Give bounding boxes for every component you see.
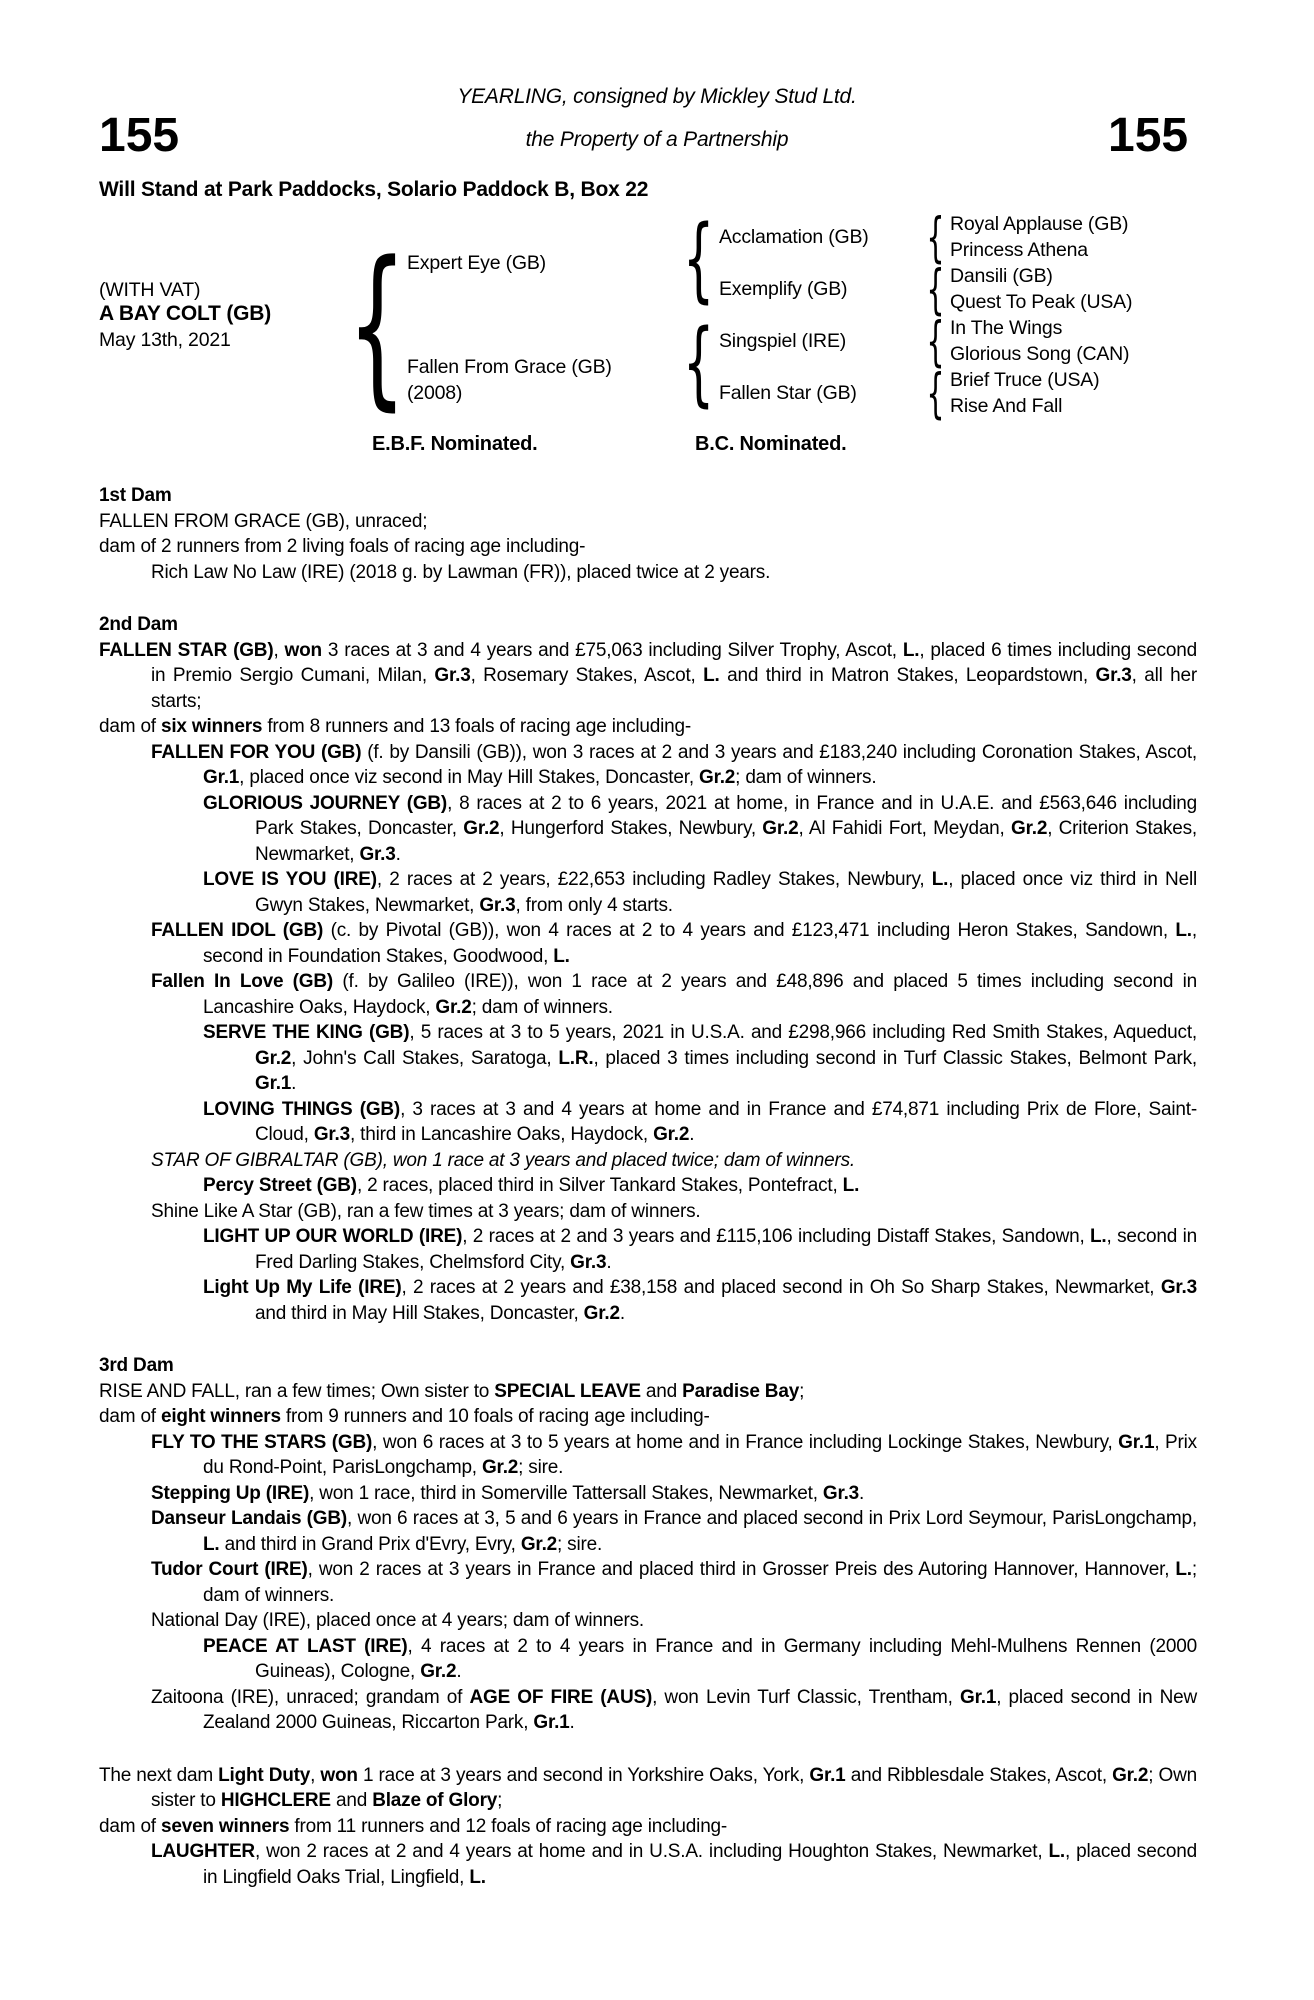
brace-glyph: {: [925, 311, 945, 373]
lot-number-right: 155: [1108, 109, 1189, 162]
brace-glyph: {: [925, 259, 945, 321]
great-grandparent-name: Princess Athena: [950, 239, 1088, 261]
bc-nominated-label: B.C. Nominated.: [695, 433, 847, 455]
property-line: the Property of a Partnership: [525, 128, 789, 151]
brace-glyph: {: [347, 225, 407, 427]
great-grandparent-name: Quest To Peak (USA): [950, 291, 1133, 313]
section-heading: 1st Dam: [99, 485, 172, 506]
para-rise-and-fall: RISE AND FALL, ran a few times; Own sister to SPECIAL LEAVE and Paradise Bay;: [99, 1380, 805, 1402]
brace-glyph: {: [683, 309, 715, 418]
vat-note: (WITH VAT): [99, 279, 201, 301]
para-shine-like-a-star: Shine Like A Star (GB), ran a few times at 3 years; dam of winners.: [151, 1200, 701, 1222]
para-light-up-our-world: LIGHT UP OUR WORLD (IRE), 2 races at 2 and 3 years and £115,106 including Distaff Stakes, Sandown, L., second in Fred Darling Stakes, Chelmsford City, Gr.3.: [203, 1226, 1197, 1273]
para-loving-things: LOVING THINGS (GB), 3 races at 3 and 4 years at home and in France and £74,871 including Prix de Flore, Saint-Cloud, Gr.3, third in Lancashire Oaks, Haydock, Gr.2.: [203, 1098, 1197, 1145]
para-serve-the-king: SERVE THE KING (GB), 5 races at 3 to 5 years, 2021 in U.S.A. and £298,966 including Red Smith Stakes, Aqueduct, Gr.2, John's Call Stakes, Saratoga, L.R., placed 3 times including second in Turf Classic Stakes, Belmont Park, Gr.1.: [203, 1022, 1198, 1094]
great-grandparent-name: Rise And Fall: [950, 395, 1063, 417]
para-dam-of-2-runners: dam of 2 runners from 2 living foals of racing age including-: [99, 536, 586, 557]
consignor-line: YEARLING, consigned by Mickley Stud Ltd.: [457, 85, 857, 108]
great-grandparent-name: In The Wings: [950, 317, 1063, 339]
para-laughter: LAUGHTER, won 2 races at 2 and 4 years at home and in U.S.A. including Houghton Stakes, Newmarket, L., placed second in Lingfield Oaks Trial, Lingfield, L.: [151, 1841, 1197, 1888]
para-national-day: National Day (IRE), placed once at 4 years; dam of winners.: [151, 1610, 644, 1631]
para-peace-at-last: PEACE AT LAST (IRE), 4 races at 2 to 4 years in France and in Germany including Mehl-Mulhens Rennen (2000 Guineas), Cologne, Gr.2.: [203, 1635, 1197, 1682]
para-zaitoona: Zaitoona (IRE), unraced; grandam of AGE OF FIRE (AUS), won Levin Turf Classic, Trentham, Gr.1, placed second in New Zealand 2000 Guineas, Riccarton Park, Gr.1.: [151, 1686, 1197, 1733]
stand-location-line: Will Stand at Park Paddocks, Solario Paddock B, Box 22: [99, 178, 649, 201]
great-grandparent-name: Brief Truce (USA): [950, 369, 1100, 391]
great-grandparent-name: Royal Applause (GB): [950, 213, 1129, 235]
section-1st-dam: [99, 483, 1197, 585]
para-glorious-journey: GLORIOUS JOURNEY (GB), 8 races at 2 to 6 years, 2021 at home, in France and in U.A.E. and £563,646 including Park Stakes, Doncaster, Gr.2, Hungerford Stakes, Newbury, Gr.2, Al Fahidi Fort, Meydan, Gr.2, Criterion Stakes, Newmarket, Gr.3.: [203, 792, 1198, 865]
grandsire-name: Acclamation (GB): [719, 226, 869, 248]
para-dam-of-eight-winners: dam of eight winners from 9 runners and 10 foals of racing age including-: [99, 1406, 710, 1427]
dam-name: Fallen From Grace (GB): [407, 356, 612, 378]
lot-number-left: 155: [99, 109, 180, 162]
para-fly-to-the-stars: FLY TO THE STARS (GB), won 6 races at 3 to 5 years at home and in France including Lockinge Stakes, Newbury, Gr.1, Prix du Rond-Point, ParisLongchamp, Gr.2; sire.: [151, 1431, 1197, 1478]
great-grandparent-name: Dansili (GB): [950, 265, 1053, 287]
para-rich-law-no-law: Rich Law No Law (IRE) (2018 g. by Lawman (FR)), placed twice at 2 years.: [151, 561, 771, 583]
section-heading: 2nd Dam: [99, 614, 178, 635]
para-fallen-star: FALLEN STAR (GB), won 3 races at 3 and 4 years and £75,063 including Silver Trophy, Ascot, L., placed 6 times including second in Premio Sergio Cumani, Milan, Gr.3, Rosemary Stakes, Ascot, L. and third in Matron Stakes, Leopardstown, Gr.3, all her starts;: [99, 639, 1197, 712]
para-dam-of-seven-winners: dam of seven winners from 11 runners and 12 foals of racing age including-: [99, 1815, 728, 1837]
dam-year: (2008): [407, 382, 463, 404]
para-percy-street: Percy Street (GB), 2 races, placed third in Silver Tankard Stakes, Pontefract, L.: [203, 1175, 860, 1196]
grandsire-name: Singspiel (IRE): [719, 330, 847, 352]
section-2nd-dam: [99, 612, 1197, 1326]
brace-glyph: {: [683, 205, 715, 314]
granddam-name: Fallen Star (GB): [719, 382, 857, 404]
foaling-date: May 13th, 2021: [99, 329, 231, 351]
para-danseur-landais: Danseur Landais (GB), won 6 races at 3, 5 and 6 years in France and placed second in Prix Lord Seymour, ParisLongchamp, L. and third in Grand Prix d'Evry, Evry, Gr.2; sire.: [151, 1508, 1197, 1555]
para-light-duty: The next dam Light Duty, won 1 race at 3 years and second in Yorkshire Oaks, York, Gr.1 and Ribblesdale Stakes, Ascot, Gr.2; Own sister to HIGHCLERE and Blaze of Glory;: [99, 1764, 1197, 1811]
para-fallen-from-grace: FALLEN FROM GRACE (GB), unraced;: [99, 510, 428, 532]
section-3rd-dam: [99, 1353, 1197, 1736]
granddam-name: Exemplify (GB): [719, 278, 848, 300]
catalogue-body: [99, 483, 1197, 1890]
para-fallen-idol: FALLEN IDOL (GB) (c. by Pivotal (GB)), won 4 races at 2 to 4 years and £123,471 including Heron Stakes, Sandown, L., second in Foundation Stakes, Goodwood, L.: [151, 920, 1197, 967]
para-fallen-in-love: Fallen In Love (GB) (f. by Galileo (IRE)), won 1 race at 2 years and £48,896 and placed 5 times including second in Lancashire Oaks, Haydock, Gr.2; dam of winners.: [151, 971, 1198, 1018]
brace-glyph: {: [925, 207, 945, 269]
section-heading: 3rd Dam: [99, 1355, 174, 1376]
brace-glyph: {: [925, 363, 945, 425]
para-tudor-court: Tudor Court (IRE), won 2 races at 3 years in France and placed third in Grosser Preis des Autoring Hannover, Hannover, L.; dam of winners.: [151, 1559, 1197, 1606]
ebf-nominated-label: E.B.F. Nominated.: [372, 433, 538, 455]
sire-name: Expert Eye (GB): [407, 252, 546, 274]
para-star-of-gibraltar: STAR OF GIBRALTAR (GB), won 1 race at 3 years and placed twice; dam of winners.: [151, 1149, 856, 1171]
para-love-is-you: LOVE IS YOU (IRE), 2 races at 2 years, £22,653 including Radley Stakes, Newbury, L., placed once viz third in Nell Gwyn Stakes, Newmarket, Gr.3, from only 4 starts.: [203, 869, 1197, 916]
colt-name: A BAY COLT (GB): [99, 302, 272, 325]
para-light-up-my-life: Light Up My Life (IRE), 2 races at 2 years and £38,158 and placed second in Oh So Sharp Stakes, Newmarket, Gr.3 and third in May Hill Stakes, Doncaster, Gr.2.: [203, 1277, 1197, 1324]
great-grandparent-name: Glorious Song (CAN): [950, 343, 1130, 365]
section-next-dam: [99, 1763, 1197, 1891]
para-fallen-for-you: FALLEN FOR YOU (GB) (f. by Dansili (GB)), won 3 races at 2 and 3 years and £183,240 including Coronation Stakes, Ascot, Gr.1, placed once viz second in May Hill Stakes, Doncaster, Gr.2; dam of winners.: [151, 741, 1198, 788]
para-dam-of-six-winners: dam of six winners from 8 runners and 13 foals of racing age including-: [99, 716, 692, 737]
para-stepping-up: Stepping Up (IRE), won 1 race, third in Somerville Tattersall Stakes, Newmarket, Gr.3.: [151, 1482, 865, 1504]
